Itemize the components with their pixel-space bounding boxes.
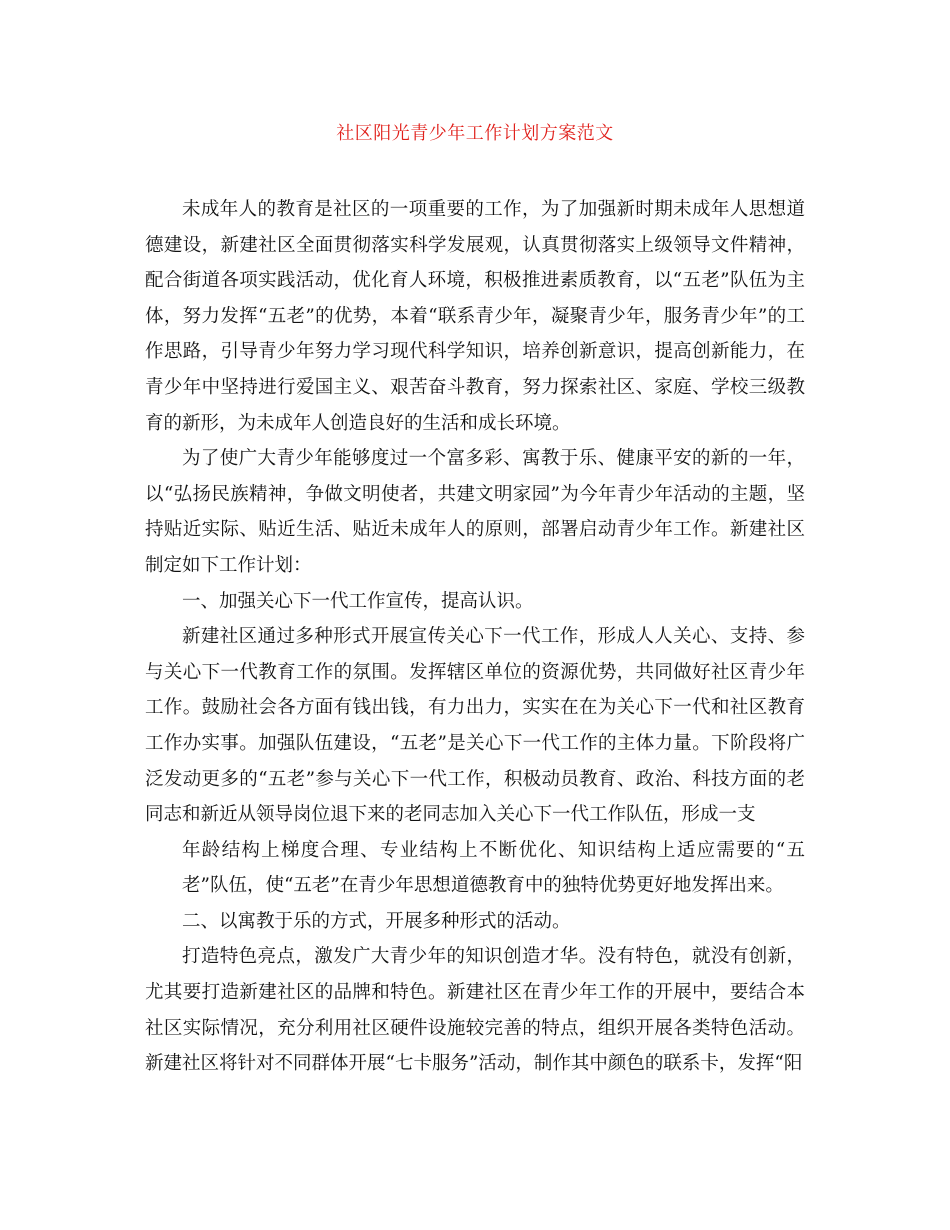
paragraph: 为了使广大青少年能够度过一个富多彩、寓教于乐、健康平安的新的一年，以“弘扬民族精神，争做文明使者，共建文明家园”为今年青少年活动的主题，坚持贴近实际、贴近生活、贴近未成年人的原则，部署启动青少年工作。新建社区制定如下工作计划：: [145, 448, 805, 576]
paragraph: 打造特色亮点，激发广大青少年的知识创造才华。没有特色，就没有创新，尤其要打造新建社区的品牌和特色。新建社区在青少年工作的开展中，要结合本社区实际情况，充分利用社区硬件设施较完善的特点，组织开展各类特色活动。新建社区将针对不同群体开展“七卡服务”活动，制作其中颜色的联系卡，发挥“阳: [145, 946, 805, 1075]
document-title: 社区阳光青少年工作计划方案范文: [336, 123, 614, 144]
paragraph-continuation: 年龄结构上梯度合理、专业结构上不断优化、知识结构上适应需要的“五老”队伍，使“五老”在青少年思想道德教育中的独特优势更好地发挥出来。: [182, 839, 805, 897]
document-body: [145, 192, 805, 1082]
section-heading: 一、加强关心下一代工作宣传，提高认识。: [182, 590, 534, 612]
paragraph: 新建社区通过多种形式开展宣传关心下一代工作，形成人人关心、支持、参与关心下一代教育工作的氛围。发挥辖区单位的资源优势，共同做好社区青少年工作。鼓励社会各方面有钱出钱，有力出力，实实在在为关心下一代和社区教育工作办实事。加强队伍建设，“五老”是关心下一代工作的主体力量。下阶段将广泛发动更多的“五老”参与关心下一代工作，积极动员教育、政治、科技方面的老同志和新近从领导岗位退下来的老同志加入关心下一代工作队伍，形成一支: [145, 626, 805, 826]
section-heading: 二、以寓教于乐的方式，开展多种形式的活动。: [182, 910, 571, 932]
paragraph: 未成年人的教育是社区的一项重要的工作，为了加强新时期未成年人思想道德建设，新建社区全面贯彻落实科学发展观，认真贯彻落实上级领导文件精神，配合街道各项实践活动，优化育人环境，积极推进素质教育，以“五老”队伍为主体，努力发挥“五老”的优势，本着“联系青少年，凝聚青少年，服务青少年”的工作思路，引导青少年努力学习现代科学知识，培养创新意识，提高创新能力，在青少年中坚持进行爱国主义、艰苦奋斗教育，努力探索社区、家庭、学校三级教育的新形，为未成年人创造良好的生活和成长环境。: [145, 199, 805, 434]
